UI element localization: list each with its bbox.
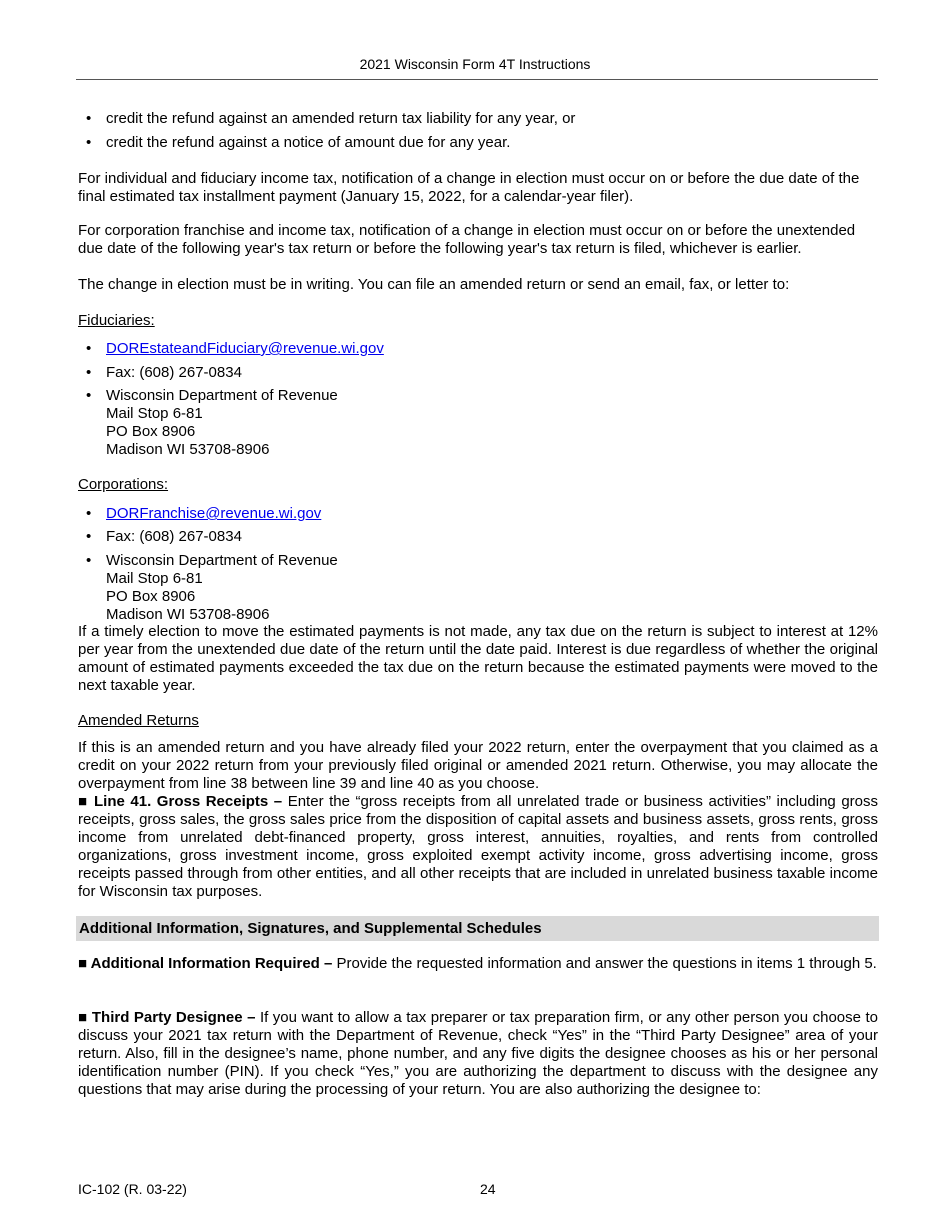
form-id: IC-102 (R. 03-22) bbox=[78, 1181, 187, 1197]
paragraph-line-41 bbox=[78, 793, 878, 901]
bullet-icon: • bbox=[86, 387, 92, 404]
paragraph-additional-info bbox=[78, 955, 878, 973]
paragraph-amended-returns: If this is an amended return and you have already filed your 2022 return, enter the overpayment that you claimed as a credit on your 2022 return from your previously filed original or amended 2021 return. Otherwise, you may allocate the overpayment from line 38 between line 39 and line 40 as you choose. bbox=[78, 739, 878, 792]
bullet-icon: • bbox=[86, 528, 92, 545]
bullet-icon: • bbox=[86, 134, 92, 151]
paragraph-change-in-writing: The change in election must be in writing. You can file an amended return or send an email, fax, or letter to: bbox=[78, 276, 790, 293]
bullet-icon: • bbox=[86, 552, 92, 569]
list-item-text: credit the refund against a notice of amount due for any year. bbox=[106, 134, 511, 151]
bullet-icon: • bbox=[86, 505, 92, 522]
fiduciaries-heading: Fiduciaries: bbox=[78, 312, 155, 329]
line-41-text: Enter the “gross receipts from all unrelated trade or business activities” including gross receipts, gross sales, the gross sales price from the disposition of capital assets and business assets, gross rents, gross income from unrelated debt-financed property, gross interest, annuities, royalties, and rents from controlled organizations, gross investment income, gross exploited exempt activity income, gross advertising income, gross receipts passed through from other entities, and all other receipts that are included in unrelated business taxable income for Wisconsin tax purposes. bbox=[78, 793, 878, 900]
paragraph-third-party-designee bbox=[78, 1009, 878, 1099]
fiduciary-email-link[interactable]: DOREstateandFiduciary@revenue.wi.gov bbox=[106, 340, 384, 357]
third-party-text: If you want to allow a tax preparer or tax preparation firm, or any other person you choose to discuss your 2021 tax return with the Department of Revenue, check “Yes” in the “Third Party Designee” area of your return. Also, fill in the designee’s name, phone number, and any five digits the designee chooses as his or her personal identification number (PIN). If you check “Yes,” you are authorizing the department to discuss with the designee any questions that may arise during the processing of your return. You are also authorizing the designee to: bbox=[78, 1009, 878, 1098]
third-party-label: ■ Third Party Designee – bbox=[78, 1009, 256, 1026]
section-header bbox=[76, 916, 879, 941]
additional-info-label: ■ Additional Information Required – bbox=[78, 955, 333, 972]
paragraph-fiduciary-election: For individual and fiduciary income tax, notification of a change in election must occur on or before the due date of the final estimated tax installment payment (January 15, 2022, for a calendar-year filer). bbox=[78, 170, 860, 205]
list-item-text: credit the refund against an amended return tax liability for any year, or bbox=[106, 110, 576, 127]
page-header: 2021 Wisconsin Form 4T Instructions bbox=[359, 56, 591, 72]
bullet-icon: • bbox=[86, 110, 92, 127]
section-title: Additional Information, Signatures, and Supplemental Schedules bbox=[79, 920, 542, 937]
fiduciary-fax: Fax: (608) 267-0834 bbox=[106, 364, 242, 381]
bullet-icon: • bbox=[86, 340, 92, 357]
corporation-fax: Fax: (608) 267-0834 bbox=[106, 528, 242, 545]
corporations-heading: Corporations: bbox=[78, 476, 169, 493]
fiduciary-address: Wisconsin Department of Revenue Mail Stop 6-81 PO Box 8906 Madison WI 53708-8906 bbox=[106, 387, 338, 458]
paragraph-interest: If a timely election to move the estimated payments is not made, any tax due on the return is subject to interest at 12% per year from the unextended due date of the return until the date paid. Interest is due regardless of whether the original amount of estimated payments exceeded the tax due on the return because the estimated payments were moved to the next taxable year. bbox=[78, 623, 878, 694]
header-rule bbox=[76, 79, 878, 80]
paragraph-corporation-election: For corporation franchise and income tax, notification of a change in election must occur on or before the unextended due date of the following year's tax return or before the following year's tax return is filed, whichever is earlier. bbox=[78, 222, 856, 257]
corporation-address: Wisconsin Department of Revenue Mail Stop 6-81 PO Box 8906 Madison WI 53708-8906 bbox=[106, 552, 338, 623]
page-number: 24 bbox=[480, 1181, 496, 1197]
corporation-email-link[interactable]: DORFranchise@revenue.wi.gov bbox=[106, 505, 322, 522]
bullet-icon: • bbox=[86, 364, 92, 381]
line-41-label: ■ Line 41. Gross Receipts – bbox=[78, 793, 283, 810]
amended-returns-heading: Amended Returns bbox=[78, 712, 199, 729]
additional-info-text: Provide the requested information and answer the questions in items 1 through 5. bbox=[332, 955, 877, 972]
